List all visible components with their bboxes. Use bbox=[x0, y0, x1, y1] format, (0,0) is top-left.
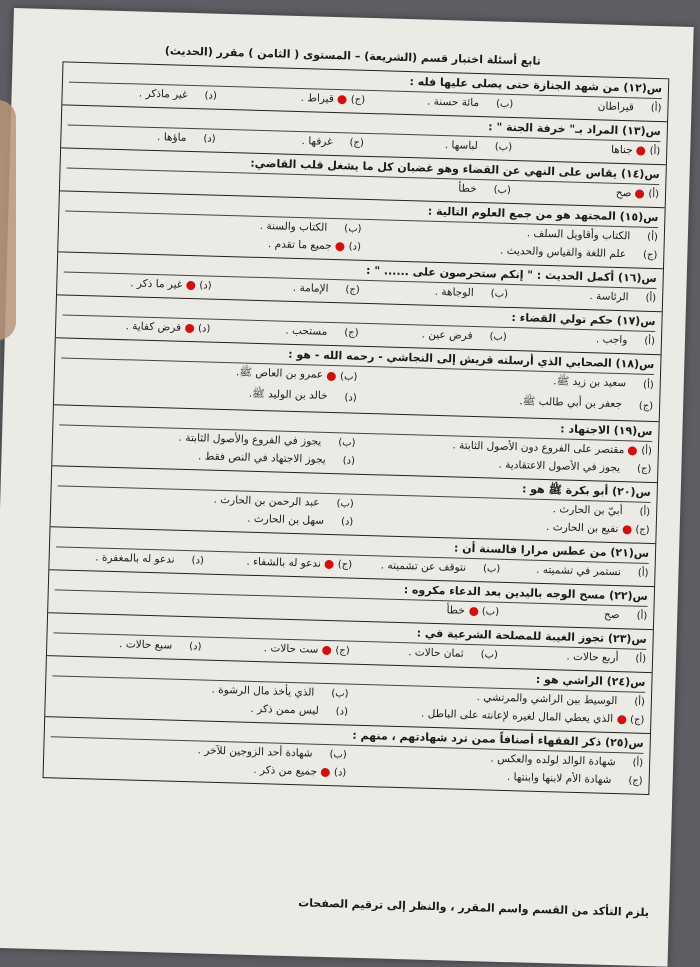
option-letter: (ب) bbox=[344, 222, 362, 235]
option-letter: (ج) bbox=[345, 283, 360, 296]
question-number: س(٢٤) bbox=[606, 674, 646, 689]
option-text: واجب . bbox=[595, 333, 628, 347]
option-text: خالد بن الوليد ﷺ. bbox=[248, 387, 328, 402]
option-letter: (أ) bbox=[634, 696, 646, 708]
option-letter: (ب) bbox=[339, 371, 358, 383]
question-text: المراد بـ" خرفة الجنة " : bbox=[488, 120, 619, 137]
option-letter: (أ) bbox=[644, 335, 656, 347]
option-letter: (ب) bbox=[336, 497, 354, 510]
option-letter: (د) bbox=[342, 454, 356, 467]
option-letter: (د) bbox=[189, 640, 202, 652]
option-letter: (ج) bbox=[638, 400, 654, 412]
option-text: الكتاب والسنة . bbox=[259, 219, 328, 234]
answer-mark-icon bbox=[327, 372, 336, 381]
option-letter: (ب) bbox=[338, 436, 356, 449]
option-letter: (أ) bbox=[637, 567, 649, 579]
option-letter: (أ) bbox=[647, 231, 659, 243]
option-letter: (ج) bbox=[337, 558, 353, 571]
question-number: س(١٢) bbox=[623, 81, 663, 96]
option-text: الإمامة . bbox=[292, 281, 329, 295]
option-text: خطأ bbox=[458, 182, 477, 195]
option-letter: (د) bbox=[197, 322, 211, 335]
option-letter: (أ) bbox=[650, 102, 662, 114]
exam-header: تابع أسئلة اختبار قسم (الشريعة) – المستوى ( الثامن ) مقرر (الحديث) bbox=[164, 44, 541, 68]
option-letter: (د) bbox=[203, 132, 216, 145]
option-text: جعفر بن أبي طالب ﷺ. bbox=[519, 395, 623, 411]
answer-mark-icon bbox=[185, 323, 194, 332]
answer-option[interactable] bbox=[201, 637, 350, 659]
question-text: ذكر الفقهاء أصنافاً ممن ترد شهادتهم ، منهم : bbox=[352, 728, 602, 749]
answer-mark-icon bbox=[617, 715, 626, 724]
option-letter: (ج) bbox=[350, 93, 366, 106]
option-letter: (ج) bbox=[628, 774, 643, 787]
option-letter: (أ) bbox=[635, 653, 647, 665]
option-letter: (د) bbox=[204, 89, 218, 102]
option-text: نفيع بن الحارث . bbox=[545, 521, 619, 536]
question-text: الاجتهاد : bbox=[560, 422, 611, 437]
answer-option[interactable] bbox=[204, 552, 353, 574]
answer-mark-icon bbox=[338, 95, 347, 104]
option-letter: (أ) bbox=[645, 292, 657, 304]
option-letter: (ج) bbox=[335, 644, 350, 657]
option-text: ليس ممن ذكر . bbox=[250, 702, 319, 717]
answer-option[interactable] bbox=[215, 130, 364, 152]
answer-mark-icon bbox=[322, 645, 331, 654]
option-letter: (د) bbox=[333, 766, 347, 779]
option-text: مستحب . bbox=[285, 324, 328, 338]
option-letter: (ج) bbox=[642, 249, 658, 261]
option-text: لباسها . bbox=[444, 139, 479, 153]
option-text: جميع من ذكر . bbox=[253, 763, 318, 778]
option-letter: (أ) bbox=[641, 445, 653, 457]
option-text: خطأ bbox=[446, 604, 466, 617]
footer-note: يلزم التأكد من القسم واسم المقرر ، والنظر إلى ترقيم الصفحات bbox=[298, 896, 650, 920]
option-text: قيراط . bbox=[300, 92, 334, 105]
question-number: س(١٩) bbox=[613, 423, 653, 438]
answer-mark-icon bbox=[628, 446, 637, 455]
option-text: غرفها . bbox=[301, 135, 333, 148]
answer-option[interactable] bbox=[53, 633, 202, 655]
option-letter: (ج) bbox=[635, 524, 650, 536]
answer-option[interactable] bbox=[55, 547, 204, 569]
option-text: نستمر في تشميته . bbox=[535, 563, 622, 579]
option-text: نتوقف عن تشميته . bbox=[380, 559, 467, 574]
answer-option[interactable] bbox=[62, 315, 211, 337]
answer-option[interactable] bbox=[360, 281, 509, 303]
question-number: س(١٣) bbox=[621, 124, 661, 139]
answer-option[interactable] bbox=[500, 560, 649, 582]
answer-option[interactable] bbox=[513, 95, 662, 117]
answer-option[interactable] bbox=[499, 603, 648, 625]
answer-mark-icon bbox=[325, 559, 334, 568]
question-text: من عطس مرارا فالسنة أن : bbox=[453, 541, 607, 559]
option-text: غير ماذكر . bbox=[138, 87, 188, 101]
option-letter: (أ) bbox=[639, 506, 651, 518]
question-text: أبو بكرة ﷺ هو : bbox=[521, 482, 609, 498]
option-text: مائة حسنة . bbox=[426, 95, 480, 110]
answer-option[interactable] bbox=[351, 599, 500, 621]
option-letter: (ج) bbox=[636, 463, 652, 475]
option-letter: (ب) bbox=[495, 97, 514, 110]
option-letter: (ج) bbox=[344, 326, 359, 339]
answer-option[interactable] bbox=[358, 324, 507, 346]
option-text: فرض كفاية . bbox=[125, 320, 182, 334]
option-letter: (ب) bbox=[482, 562, 501, 575]
option-letter: (أ) bbox=[642, 379, 654, 392]
option-text: جميع ما تقدم . bbox=[267, 238, 332, 252]
answer-option[interactable] bbox=[211, 277, 360, 299]
option-text: عمرو بن العاص ﷺ. bbox=[235, 366, 324, 381]
option-text: ثمان حالات . bbox=[408, 646, 464, 660]
option-letter: (د) bbox=[335, 705, 349, 718]
option-letter: (أ) bbox=[649, 145, 661, 157]
option-text: صح bbox=[615, 186, 632, 200]
option-letter: (د) bbox=[199, 279, 212, 292]
option-text: الذي يأخذ مال الرشوة . bbox=[211, 683, 315, 699]
question-text: الراشي هو : bbox=[535, 672, 604, 688]
thumb bbox=[0, 100, 16, 340]
option-text: شهادة الوالد لولده والعكس . bbox=[490, 752, 616, 769]
question-text: المجتهد هو من جمع العلوم التالية : bbox=[427, 204, 617, 223]
option-letter: (ج) bbox=[629, 713, 645, 726]
exam-paper bbox=[0, 8, 694, 967]
option-text: الذي يعطي المال لغيره لإعانته على الباطل . bbox=[420, 707, 614, 726]
question-number: س(٢٣) bbox=[607, 631, 647, 646]
answer-option[interactable] bbox=[68, 83, 217, 105]
option-letter: (أ) bbox=[648, 188, 660, 200]
option-text: الوجاهة . bbox=[434, 285, 474, 299]
option-text: ست حالات . bbox=[263, 642, 319, 656]
question-number: س(٢٠) bbox=[611, 484, 651, 499]
option-letter: (أ) bbox=[636, 610, 648, 622]
answer-mark-icon bbox=[321, 767, 330, 776]
option-letter: (ب) bbox=[331, 687, 349, 700]
option-text: ماؤها . bbox=[156, 131, 187, 144]
answer-option[interactable] bbox=[210, 320, 359, 342]
question-text: حكم تولي القضاء : bbox=[511, 311, 614, 327]
option-text: جناها bbox=[610, 143, 633, 157]
questions-table bbox=[43, 61, 670, 795]
question-number: س(١٨) bbox=[615, 356, 655, 372]
option-text: فرض عين . bbox=[421, 328, 473, 342]
answer-option[interactable] bbox=[362, 177, 511, 199]
option-text: يجوز الاجتهاد في النص فقط . bbox=[197, 450, 326, 466]
question-text: من شهد الجنازة حتى يصلى عليها فله : bbox=[409, 75, 620, 94]
question-text: تجوز الغيبة للمصلحة الشرعية في : bbox=[416, 626, 605, 645]
question-text: يقاس على النهي عن القضاء وهو غضبان كل ما يشغل قلب القاضي: bbox=[250, 156, 618, 180]
answer-option[interactable] bbox=[217, 87, 366, 109]
answer-option[interactable] bbox=[63, 272, 212, 294]
question-number: س(٢٢) bbox=[608, 588, 648, 603]
option-letter: (ب) bbox=[481, 605, 500, 618]
option-letter: (ب) bbox=[490, 287, 509, 300]
option-text: الكتاب وأقاويل السلف . bbox=[526, 227, 631, 243]
option-letter: (د) bbox=[340, 515, 354, 528]
option-text: شهادة أحد الزوجين للآخر . bbox=[197, 744, 313, 760]
answer-option[interactable] bbox=[511, 181, 660, 203]
option-text: يجوز في الفروع والأصول الثابتة . bbox=[178, 431, 322, 448]
option-text: غير ما ذكر . bbox=[130, 277, 183, 291]
option-text: سعيد بن زيد ﷺ. bbox=[553, 375, 627, 390]
option-text: ندعو له بالشفاء . bbox=[246, 555, 322, 570]
option-letter: (ج) bbox=[349, 136, 365, 149]
answer-mark-icon bbox=[469, 606, 478, 615]
option-letter: (د) bbox=[348, 240, 362, 253]
answer-mark-icon bbox=[622, 525, 631, 534]
option-letter: (د) bbox=[191, 554, 205, 567]
question-number: س(١٤) bbox=[620, 167, 660, 182]
option-text: شهادة الأم لابنها وابنتها . bbox=[506, 771, 612, 786]
option-letter: (ب) bbox=[493, 183, 512, 196]
answer-option[interactable] bbox=[498, 646, 647, 668]
option-letter: (ب) bbox=[329, 748, 347, 761]
answer-option[interactable] bbox=[67, 126, 216, 148]
option-text: مقتصر على الفروع دون الأصول الثابتة . bbox=[452, 439, 625, 457]
option-letter: (ب) bbox=[489, 330, 507, 343]
option-text: سبع حالات . bbox=[118, 638, 173, 652]
option-text: أربع حالات . bbox=[566, 650, 619, 665]
option-text: ندعو له بالمغفرة . bbox=[95, 551, 175, 566]
question-text: أكمل الحديث : " إنكم ستحرصون على ...... " : bbox=[365, 263, 615, 284]
question-number: س(٢٥) bbox=[604, 735, 644, 750]
answer-option[interactable] bbox=[507, 328, 656, 350]
option-letter: (د) bbox=[344, 392, 357, 404]
option-text: قيراطان bbox=[597, 100, 635, 114]
option-letter: (أ) bbox=[632, 757, 644, 769]
answer-mark-icon bbox=[336, 242, 345, 251]
question-number: س(١٥) bbox=[619, 209, 659, 225]
option-text: عبد الرحمن بن الحارث . bbox=[213, 493, 320, 509]
answer-mark-icon bbox=[635, 189, 644, 198]
question-number: س(١٦) bbox=[617, 270, 657, 286]
option-text: صح bbox=[603, 608, 620, 622]
answer-option[interactable] bbox=[364, 134, 513, 156]
option-text: يجوز في الأصول الاعتقادية . bbox=[498, 458, 621, 475]
answer-mark-icon bbox=[637, 146, 646, 155]
option-text: أبيّ بن الحارث . bbox=[552, 503, 623, 518]
answer-option[interactable] bbox=[352, 556, 501, 578]
option-letter: (ب) bbox=[494, 140, 513, 153]
answer-mark-icon bbox=[186, 280, 195, 289]
option-text: الرئاسة . bbox=[589, 290, 629, 304]
question-number: س(٢١) bbox=[610, 545, 650, 560]
answer-option[interactable] bbox=[512, 138, 661, 160]
answer-option[interactable] bbox=[349, 642, 498, 664]
question-text: مسح الوجه باليدين بعد الدعاء مكروه : bbox=[403, 583, 606, 602]
option-text: علم اللغة والقياس والحديث . bbox=[499, 244, 627, 261]
question-text: الصحابي الذي أرسلته قريش إلى النجاشي - رحمه الله - هو : bbox=[288, 347, 612, 370]
option-text: سهل بن الحارث . bbox=[246, 512, 325, 527]
answer-option[interactable] bbox=[508, 285, 657, 307]
answer-option[interactable] bbox=[365, 91, 514, 113]
question-number: س(١٧) bbox=[616, 313, 656, 329]
option-letter: (ب) bbox=[480, 648, 499, 661]
option-text: الوسيط بين الراشي والمرتشي . bbox=[476, 691, 618, 708]
